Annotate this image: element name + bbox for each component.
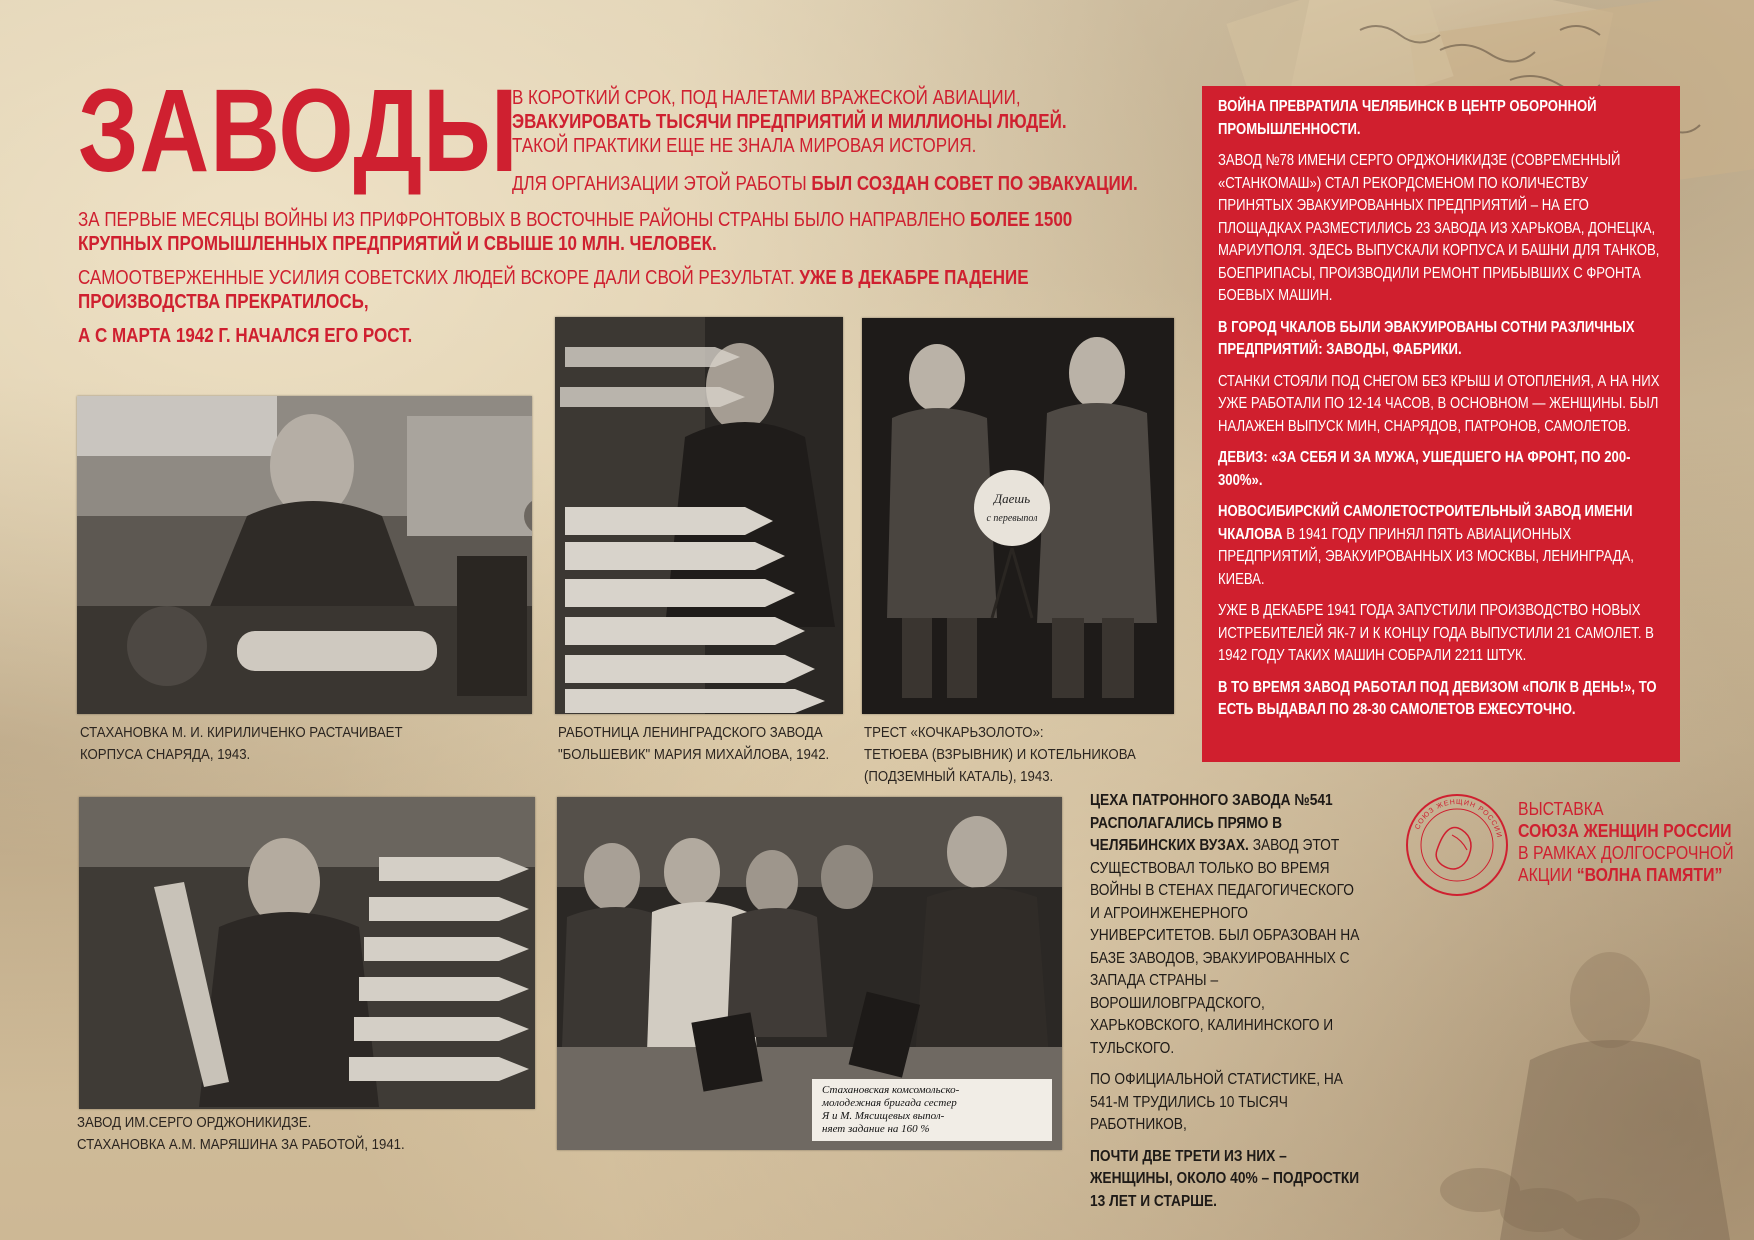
exhibit-line-4-text: АКЦИИ bbox=[1518, 865, 1573, 885]
exhibit-line-2: СОЮЗА ЖЕНЩИН РОССИИ bbox=[1518, 821, 1732, 841]
red-info-box bbox=[1202, 86, 1680, 762]
redbox-p2: ЗАВОД №78 ИМЕНИ СЕРГО ОРДЖОНИКИДЗЕ (СОВРЕМЕННЫЙ «СТАНКОМАШ») СТАЛ РЕКОРДСМЕНОМ ПО КОЛИЧЕСТВУ ПРИНЯТЫХ ЭВАКУИРОВАННЫХ ПРЕДПРИЯТИЙ – НА ЕГО ПЛОЩАДКАХ РАЗМЕСТИЛИСЬ 23 ЗАВОДА ИЗ ХАРЬКОВА, ДОНЕЦКА, МАРИУПОЛЯ. ЗДЕСЬ ВЫПУСКАЛИ КОРПУСА И БАШНИ ДЛЯ ТАНКОВ, БОЕПРИПАСЫ, ПРОИЗВОДИЛИ РЕМОНТ ПРИБЫВШИХ С ФРОНТА БОЕВЫХ МАШИН. bbox=[1218, 152, 1660, 304]
redbox-p4: СТАНКИ СТОЯЛИ ПОД СНЕГОМ БЕЗ КРЫШ И ОТОПЛЕНИЯ, А НА НИХ УЖЕ РАБОТАЛИ ПО 12-14 ЧАСОВ, В ОСНОВНОМ — ЖЕНЩИНЫ. БЫЛ НАЛАЖЕН ВЫПУСК МИН, СНАРЯДОВ, ПАТРОНОВ, САМОЛЕТОВ. bbox=[1218, 372, 1660, 435]
caption-photo-1-line-2: КОРПУСА СНАРЯДА, 1943. bbox=[80, 746, 251, 763]
photo-miners bbox=[862, 318, 1174, 714]
intro-line-1: В КОРОТКИЙ СРОК, ПОД НАЛЕТАМИ ВРАЖЕСКОЙ АВИАЦИИ, bbox=[512, 87, 1021, 109]
bottom-p3: ПОЧТИ ДВЕ ТРЕТИ ИЗ НИХ – ЖЕНЩИНЫ, ОКОЛО 40% – ПОДРОСТКИ 13 ЛЕТ И СТАРШЕ. bbox=[1090, 1147, 1360, 1210]
bottom-p1-text: ЗАВОД ЭТОТ СУЩЕСТВОВАЛ ТОЛЬКО ВО ВРЕМЯ ВОЙНЫ В СТЕНАХ ПЕДАГОГИЧЕСКОГО И АГРОИНЖЕНЕРНОГО УНИВЕРСИТЕТОВ. БЫЛ ОБРАЗОВАН НА БАЗЕ ЗАВОДОВ, ЭВАКУИРОВАННЫХ С ЗАПАДА СТРАНЫ – ВОРОШИЛОВГРАДСКОГО, ХАРЬКОВСКОГО, КАЛИНИНСКОГО И ТУЛЬСКОГО. bbox=[1090, 837, 1360, 1057]
caption-photo-1-line-1: СТАХАНОВКА М. И. КИРИЛИЧЕНКО РАСТАЧИВАЕТ bbox=[80, 724, 403, 741]
workshop-sign-line-3: Я и М. Мясищевых выпол- bbox=[822, 1110, 945, 1122]
intro-growth-bold: А С МАРТА 1942 Г. НАЧАЛСЯ ЕГО РОСТ. bbox=[78, 325, 413, 347]
photo-cartridge-workshop bbox=[557, 797, 1062, 1150]
intro-council-text: ДЛЯ ОРГАНИЗАЦИИ ЭТОЙ РАБОТЫ bbox=[512, 173, 812, 195]
photo-lathe-worker bbox=[77, 396, 532, 714]
exhibit-line-3: В РАМКАХ ДОЛГОСРОЧНОЙ bbox=[1518, 843, 1734, 863]
caption-photo-4-line-2: СТАХАНОВКА А.М. МАРЯШИНА ЗА РАБОТОЙ, 1941. bbox=[77, 1136, 405, 1153]
union-seal-logo bbox=[1402, 790, 1512, 900]
photo-shell-worker bbox=[555, 317, 843, 714]
intro-efforts-text: САМООТВЕРЖЕННЫЕ УСИЛИЯ СОВЕТСКИХ ЛЮДЕЙ ВСКОРЕ ДАЛИ СВОЙ РЕЗУЛЬТАТ. bbox=[78, 267, 800, 289]
caption-photo-3-line-2: ТЕТЮЕВА (ВЗРЫВНИК) И КОТЕЛЬНИКОВА bbox=[864, 746, 1136, 763]
redbox-p5: ДЕВИЗ: «ЗА СЕБЯ И ЗА МУЖА, УШЕДШЕГО НА ФРОНТ, ПО 200-300%». bbox=[1218, 449, 1631, 489]
workshop-sign-line-1: Стахановская комсомольско- bbox=[822, 1084, 960, 1096]
exhibit-line-1: ВЫСТАВКА bbox=[1518, 799, 1604, 819]
caption-photo-4-line-1: ЗАВОД ИМ.СЕРГО ОРДЖОНИКИДЗЕ. bbox=[77, 1114, 312, 1131]
caption-photo-2-line-2: "БОЛЬШЕВИК" МАРИЯ МИХАЙЛОВА, 1942. bbox=[558, 746, 830, 763]
redbox-p8: В ТО ВРЕМЯ ЗАВОД РАБОТАЛ ПОД ДЕВИЗОМ «ПОЛК В ДЕНЬ!», ТО ЕСТЬ ВЫДАВАЛ ПО 28-30 САМОЛЕТОВ ЕЖЕСУТОЧНО. bbox=[1218, 678, 1657, 718]
exhibition-label bbox=[1518, 798, 1734, 886]
seal-text: СОЮЗ ЖЕНЩИН РОССИИ bbox=[1414, 798, 1503, 839]
intro-evacuation-bold: БОЛЕЕ 1500 КРУПНЫХ ПРОМЫШЛЕННЫХ ПРЕДПРИЯТИЙ И СВЫШЕ 10 МЛН. ЧЕЛОВЕК. bbox=[78, 209, 1073, 255]
caption-photo-3-line-3: (ПОДЗЕМНЫЙ КАТАЛЬ), 1943. bbox=[864, 768, 1054, 785]
workshop-sign-line-4: няет задание на 160 % bbox=[822, 1123, 930, 1135]
page-title: ЗАВОДЫ bbox=[78, 65, 519, 197]
redbox-p6-text: В 1941 ГОДУ ПРИНЯЛ ПЯТЬ АВИАЦИОННЫХ ПРЕДПРИЯТИЙ, ЭВАКУИРОВАННЫХ ИЗ МОСКВЫ, ЛЕНИНГРАДА, КИЕВА. bbox=[1218, 525, 1634, 588]
redbox-p6-bold: НОВОСИБИРСКИЙ САМОЛЕТОСТРОИТЕЛЬНЫЙ ЗАВОД ИМЕНИ ЧКАЛОВА bbox=[1218, 503, 1633, 543]
exhibit-line-4-bold: “ВОЛНА ПАМЯТИ” bbox=[1576, 865, 1723, 885]
redbox-p7: УЖЕ В ДЕКАБРЕ 1941 ГОДА ЗАПУСТИЛИ ПРОИЗВОДСТВО НОВЫХ ИСТРЕБИТЕЛЕЙ ЯК-7 И К КОНЦУ ГОДА ВЫПУСТИЛИ 21 САМОЛЕТ. В 1942 ГОДУ ТАКИХ МАШИН СОБРАЛИ 2211 ШТУК. bbox=[1218, 602, 1654, 664]
intro-line-3: ТАКОЙ ПРАКТИКИ ЕЩЕ НЕ ЗНАЛА МИРОВАЯ ИСТОРИЯ. bbox=[512, 135, 977, 157]
caption-photo-4 bbox=[77, 1112, 405, 1156]
intro-evacuation-text: ЗА ПЕРВЫЕ МЕСЯЦЫ ВОЙНЫ ИЗ ПРИФРОНТОВЫХ В ВОСТОЧНЫЕ РАЙОНЫ СТРАНЫ БЫЛО НАПРАВЛЕНО bbox=[78, 209, 971, 231]
photo-shell-stacker bbox=[79, 797, 535, 1109]
faded-worker-decoration bbox=[1420, 940, 1754, 1240]
bottom-p1-bold: ЦЕХА ПАТРОННОГО ЗАВОДА №541 РАСПОЛАГАЛИСЬ ПРЯМО В ЧЕЛЯБИНСКИХ ВУЗАХ. bbox=[1090, 792, 1333, 854]
bottom-p2: ПО ОФИЦИАЛЬНОЙ СТАТИСТИКЕ, НА 541-М ТРУДИЛИСЬ 10 ТЫСЯЧ РАБОТНИКОВ, bbox=[1090, 1071, 1343, 1133]
caption-photo-2-line-1: РАБОТНИЦА ЛЕНИНГРАДСКОГО ЗАВОДА bbox=[558, 724, 823, 741]
redbox-p3: В ГОРОД ЧКАЛОВ БЫЛИ ЭВАКУИРОВАНЫ СОТНИ РАЗЛИЧНЫХ ПРЕДПРИЯТИЙ: ЗАВОДЫ, ФАБРИКИ. bbox=[1218, 318, 1635, 358]
caption-photo-3 bbox=[864, 722, 1136, 788]
workshop-sign-line-2: молодежная бригада сестер bbox=[822, 1097, 957, 1109]
redbox-p1: ВОЙНА ПРЕВРАТИЛА ЧЕЛЯБИНСК В ЦЕНТР ОБОРОННОЙ ПРОМЫШЛЕННОСТИ. bbox=[1218, 98, 1597, 138]
intro-efforts-bold: УЖЕ В ДЕКАБРЕ ПАДЕНИЕ ПРОИЗВОДСТВА ПРЕКРАТИЛОСЬ, bbox=[78, 267, 1029, 313]
intro-council-bold: БЫЛ СОЗДАН СОВЕТ ПО ЭВАКУАЦИИ. bbox=[811, 173, 1138, 195]
cartridge-factory-text bbox=[1090, 790, 1410, 1222]
intro-line-2: ЭВАКУИРОВАТЬ ТЫСЯЧИ ПРЕДПРИЯТИЙ И МИЛЛИОНЫ ЛЮДЕЙ. bbox=[512, 111, 1067, 133]
caption-photo-2 bbox=[558, 722, 829, 766]
intro-top bbox=[512, 86, 1158, 196]
caption-photo-1 bbox=[80, 722, 403, 766]
miners-sign-text-1: Даешь bbox=[993, 491, 1031, 506]
caption-photo-3-line-1: ТРЕСТ «КОЧКАРЬЗОЛОТО»: bbox=[864, 724, 1044, 741]
miners-sign-text-2: с перевыпол bbox=[986, 513, 1038, 524]
